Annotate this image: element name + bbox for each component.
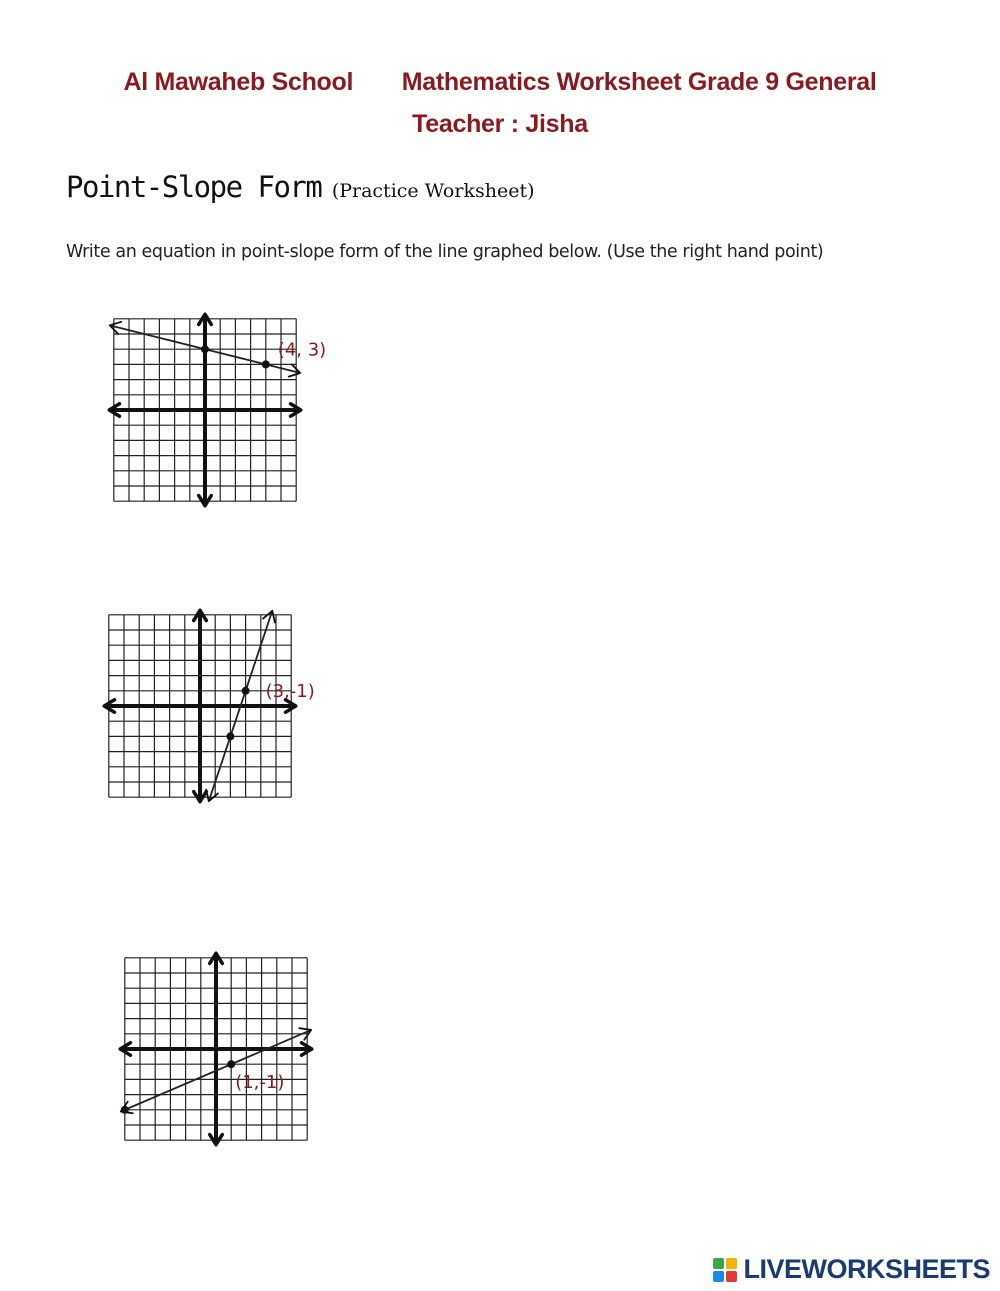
- liveworksheets-logo-icon: [713, 1258, 737, 1282]
- brand-name: LIVEWORKSHEETS: [743, 1254, 990, 1284]
- plotted-point: [121, 1106, 129, 1114]
- worksheet-header: [0, 68, 1000, 97]
- logo-square: [726, 1258, 737, 1269]
- plotted-point: [242, 687, 250, 695]
- school-name: Al Mawaheb School: [123, 68, 354, 96]
- plotted-point: [201, 345, 209, 353]
- logo-square: [713, 1271, 724, 1282]
- title-main: Point-Slope Form: [66, 170, 322, 204]
- coordinate-grid-3: [106, 942, 346, 1152]
- footer-logo: [713, 1254, 990, 1285]
- plotted-point: [262, 360, 270, 368]
- logo-square: [726, 1271, 737, 1282]
- graph-2: [92, 600, 332, 810]
- instruction-text: Write an equation in point-slope form of the line graphed below. (Use the right hand point): [66, 242, 824, 262]
- page-title: [66, 170, 535, 204]
- coordinate-grid-1: [95, 300, 335, 510]
- graph-1: [95, 300, 335, 510]
- logo-square: [713, 1258, 724, 1269]
- coordinate-grid-2: [92, 600, 332, 810]
- plotted-point: [227, 1060, 235, 1068]
- plotted-point: [226, 732, 234, 740]
- graph-3: [106, 942, 346, 1152]
- point-label: (1,-1): [235, 1072, 285, 1094]
- worksheet-title: Mathematics Worksheet Grade 9 General: [401, 68, 877, 96]
- point-label: (3,-1): [265, 680, 315, 702]
- point-label: (4, 3): [277, 339, 327, 361]
- teacher-name: Teacher : Jisha: [412, 110, 588, 138]
- title-sub: (Practice Worksheet): [331, 180, 535, 202]
